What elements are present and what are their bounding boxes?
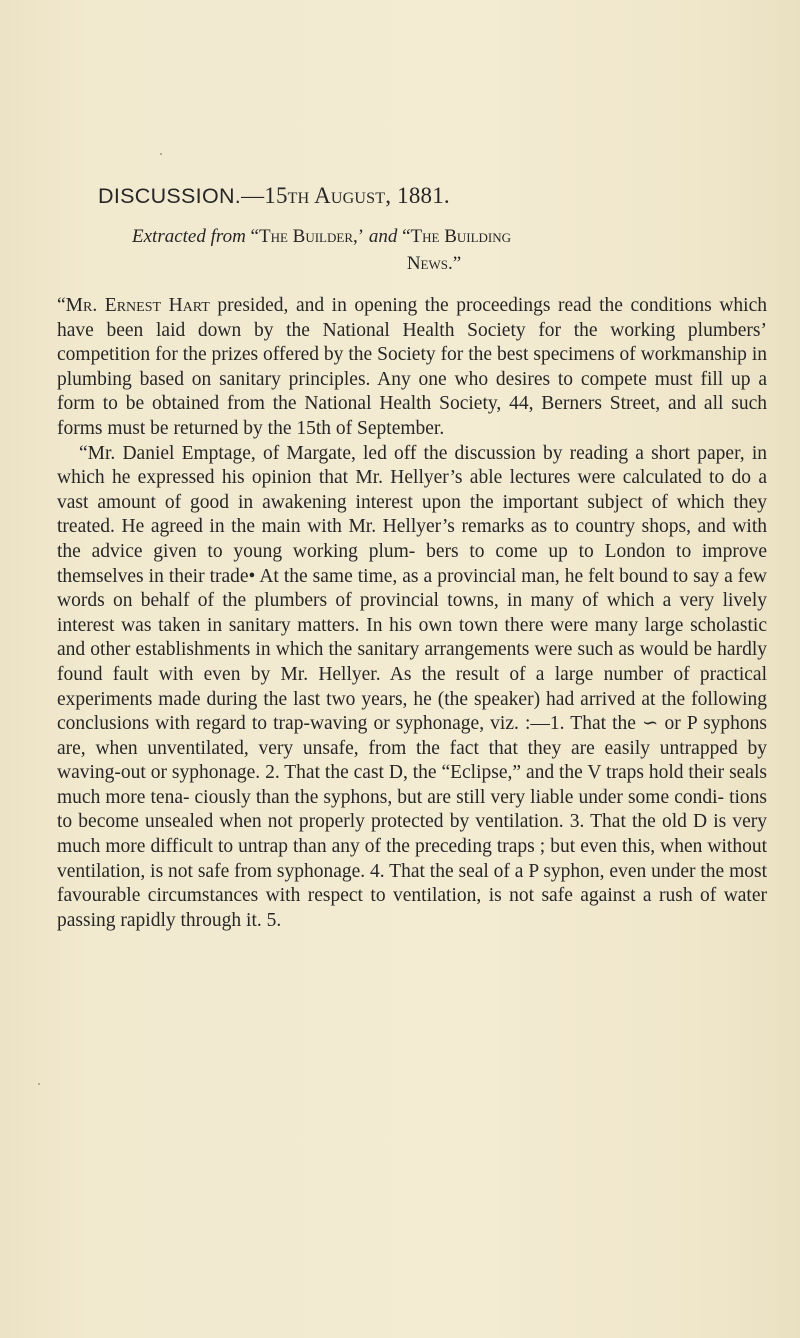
heading-discussion: DISCUSSION. (98, 184, 242, 208)
paper-speck (160, 153, 162, 155)
source-attribution (132, 223, 772, 277)
source-building-news-part1: “The Building (402, 226, 512, 247)
paragraph-emptage: “Mr. Daniel Emptage, of Margate, led off the discussion by reading a short paper, in which he expressed his opinion that Mr. Hellyer’s able lectures were calculated to do a vast amount of good in awakening interest upon the important subject of which they treated. He agreed in the main with Mr. Hellyer’s remarks as to country shops, and with the advice given to young working plum- bers to come up to London to improve themselves in their trade• At the same time, as a provincial man, he felt bound to say a few words on behalf of the plumbers of provincial towns, in many of which a very lively interest was taken in sanitary matters. In his own town there were many large scholastic and other establishments in which the sanitary arrangements were such as would be hardly found fault with even by Mr. Hellyer. As the result of a large number of practical experiments made during the last two years, he (the speaker) had arrived at the following conclusions with regard to trap-waving or syphonage, viz. :—1. That the ∽ or P syphons are, when unventilated, very unsafe, from the fact that they are easily untrapped by waving-out or syphonage. 2. That the cast D, the “Eclipse,” and the V traps hold their seals much more tena- ciously than the syphons, but are still very liable under some condi- tions to become unsealed when not properly protected by ventilation. 3. That the old D is very much more difficult to untrap than any of the preceding traps ; but even this, when without ventilation, is not safe from syphonage. 4. That the seal of a P syphon, even under the most favourable circumstances with respect to ventilation, is not safe against a rush of water passing rapidly through it. 5. (57, 442, 767, 931)
heading-date: —15th August, 1881. (241, 183, 450, 208)
page-heading (98, 183, 758, 209)
source-building-news-part2: News.” (406, 253, 462, 274)
paragraph-hart (57, 294, 767, 442)
open-quote: “ (57, 295, 66, 316)
article-body (57, 294, 767, 933)
and-label: and (368, 226, 398, 247)
paper-speck (38, 1083, 40, 1085)
speaker-name: Mr. Ernest Hart (65, 295, 210, 316)
paragraph-text: presided, and in opening the proceedings read the conditions which have been laid down by the National Health Society for the working plumbers’ competition for the prizes offered by the Society for the best specimens of workmanship in plumbing based on sanitary principles. Any one who desires to compete must fill up a form to be obtained from the National Health Society, 44, Berners Street, and all such forms must be returned by the 15th of September. (57, 295, 767, 439)
extracted-from-label: Extracted from (132, 226, 246, 247)
source-the-builder: “The Builder,’ (250, 226, 365, 247)
